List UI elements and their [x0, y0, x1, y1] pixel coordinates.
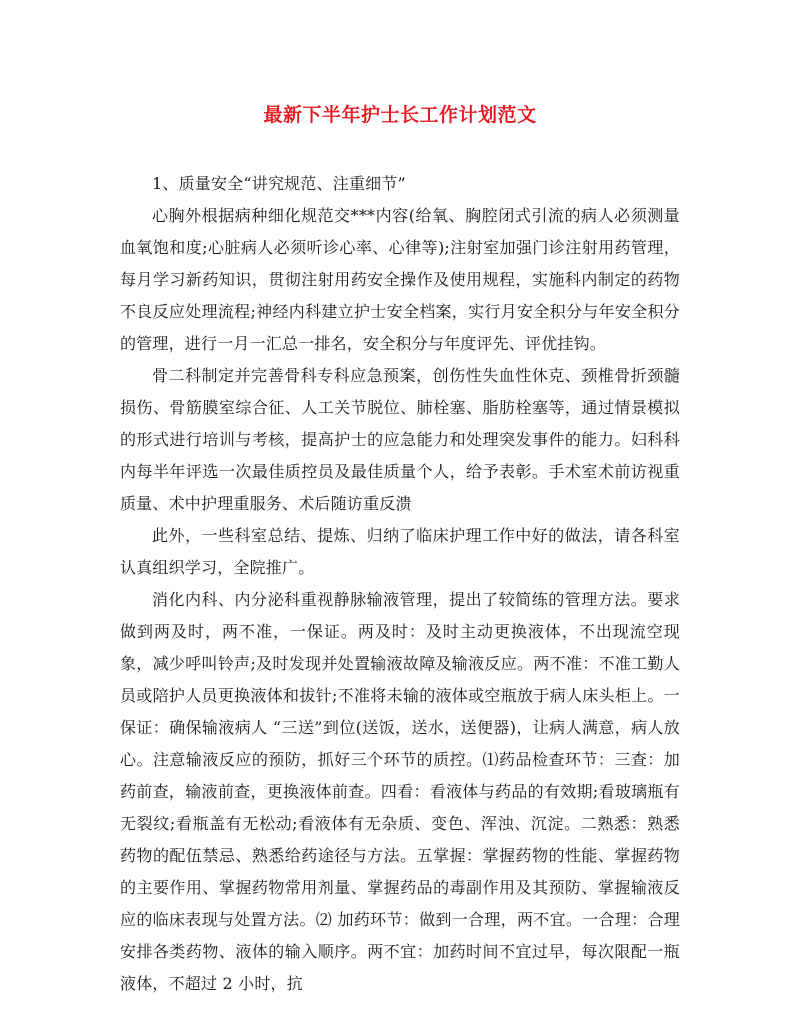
document-title: 最新下半年护士长工作计划范文: [263, 104, 537, 126]
document-page: [120, 100, 680, 1000]
paragraph-summary: 此外，一些科室总结、提炼、归纳了临床护理工作中好的做法，请各科室认真组织学习，全院推广。: [120, 526, 680, 577]
paragraph-cardiothoracic: 心胸外根据病种细化规范交***内容(给氧、胸腔闭式引流的病人必须测量血氧饱和度;心脏病人必须听诊心率、心律等);注射室加强门诊注射用药管理，每月学习新药知识，贯彻注射用药安全操作及使用规程，实施科内制定的药物不良反应处理流程;神经内科建立护士安全档案，实行月安全积分与年安全积分的管理，进行一月一汇总一排名，安全积分与年度评先、评优挂钩。: [120, 206, 680, 353]
paragraph-orthopedics: 骨二科制定并完善骨科专科应急预案，创伤性失血性休克、颈椎骨折颈髓损伤、骨筋膜室综合征、人工关节脱位、肺栓塞、脂肪栓塞等，通过情景模拟的形式进行培训与考核，提高护士的应急能力和处理突发事件的能力。妇科科内每半年评选一次最佳质控员及最佳质量个人，给予表彰。手术室术前访视重质量、术中护理重服务、术后随访重反溃: [120, 366, 680, 513]
paragraph-section-heading: 1、质量安全“讲究规范、注重细节”: [152, 174, 406, 193]
paragraph-infusion-management: 消化内科、内分泌科重视静脉输液管理，提出了较简练的管理方法。要求做到两及时，两不准，一保证。两及时：及时主动更换液体，不出现流空现象，减少呼叫铃声;及时发现并处置输液故障及输液反应。两不准：不准工勤人员或陪护人员更换液体和拔针;不准将未输的液体或空瓶放于病人床头柜上。一保证：确保输液病人 “三送”到位(送饭，送水，送便器)，让病人满意，病人放心。注意输液反应的预防，抓好三个环节的质控。⑴药品检查环节：三查：加药前查，输液前查，更换液体前查。四看：看液体与药品的有效期;看玻璃瓶有无裂纹;看瓶盖有无松动;看液体有无杂质、变色、浑浊、沉淀。二熟悉：熟悉药物的配伍禁忌、熟悉给药途径与方法。五掌握：掌握药物的性能、掌握药物的主要作用、掌握药物常用剂量、掌握药品的毒副作用及其预防、掌握输液反应的临床表现与处置方法。⑵ 加药环节：做到一合理，两不宜。一合理：合理安排各类药物、液体的输入顺序。两不宜：加药时间不宜过早，每次限配一瓶液体，不超过 2 小时，抗: [120, 590, 680, 993]
